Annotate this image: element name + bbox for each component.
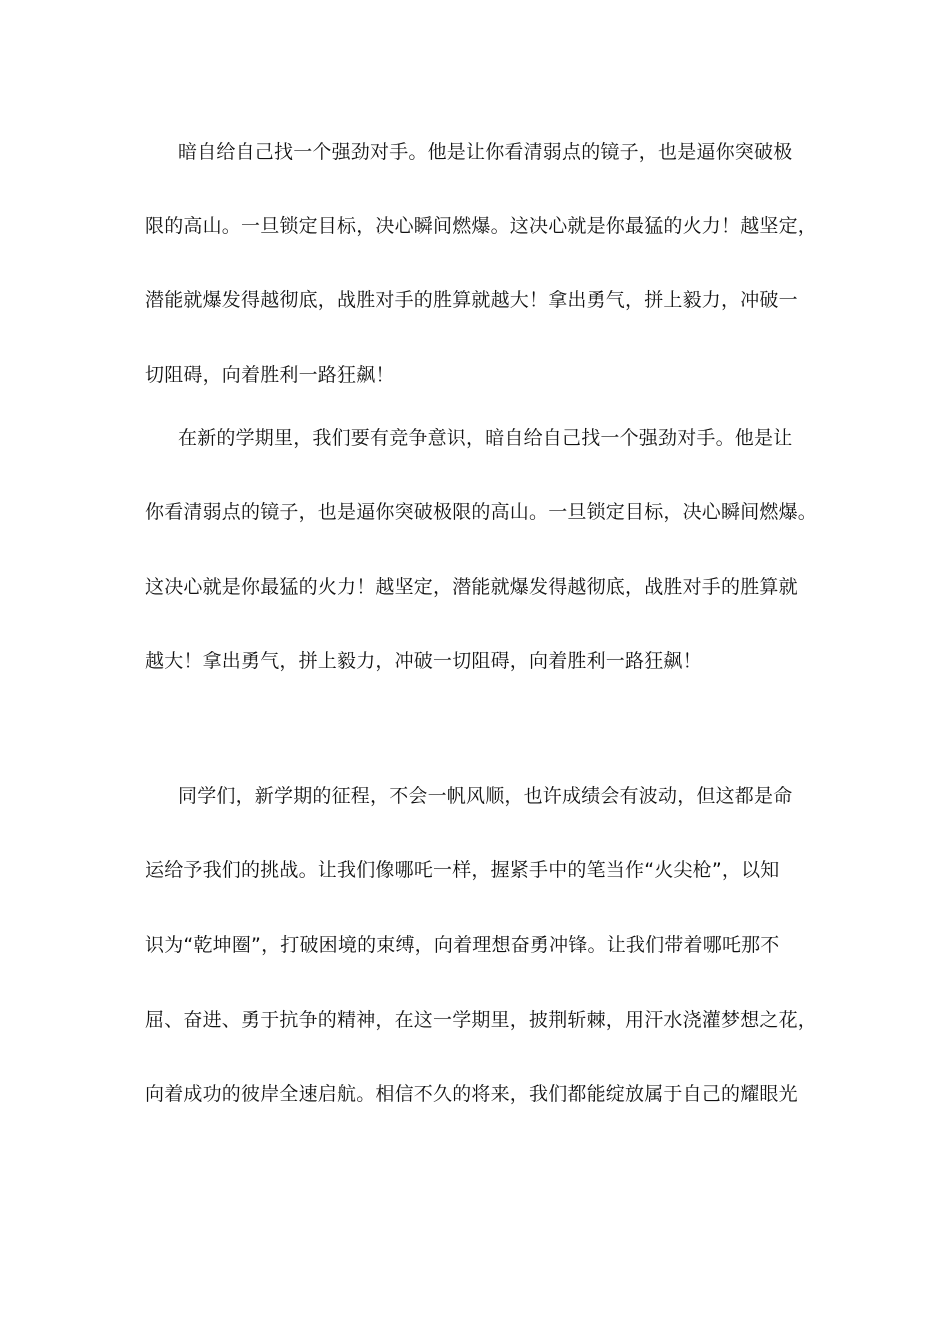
paragraph-line: 同学们，新学期的征程，不会一帆风顺，也许成绩会有波动，但这都是命 bbox=[178, 785, 793, 807]
paragraph-line: 屈、奋进、勇于抗争的精神，在这一学期里，披荆斩棘，用汗水浇灌梦想之花， bbox=[145, 1009, 818, 1031]
paragraph-line: 暗自给自己找一个强劲对手。他是让你看清弱点的镜子，也是逼你突破极 bbox=[178, 141, 793, 163]
paragraph-line: 你看清弱点的镜子，也是逼你突破极限的高山。一旦锁定目标，决心瞬间燃爆。 bbox=[145, 501, 818, 523]
paragraph-line: 在新的学期里，我们要有竞争意识，暗自给自己找一个强劲对手。他是让 bbox=[178, 427, 793, 449]
paragraph-line: 潜能就爆发得越彻底，战胜对手的胜算就越大！拿出勇气，拼上毅力，冲破一 bbox=[145, 289, 798, 311]
paragraph-line: 切阻碍，向着胜利一路狂飙！ bbox=[145, 364, 395, 386]
paragraph-line: 识为“乾坤圈”，打破困境的束缚，向着理想奋勇冲锋。让我们带着哪吒那不 bbox=[145, 934, 780, 956]
paragraph-line: 这决心就是你最猛的火力！越坚定，潜能就爆发得越彻底，战胜对手的胜算就 bbox=[145, 576, 798, 598]
paragraph-line: 运给予我们的挑战。让我们像哪吒一样，握紧手中的笔当作“火尖枪”，以知 bbox=[145, 859, 780, 881]
paragraph-line: 向着成功的彼岸全速启航。相信不久的将来，我们都能绽放属于自己的耀眼光 bbox=[145, 1083, 798, 1105]
paragraph-line: 限的高山。一旦锁定目标，决心瞬间燃爆。这决心就是你最猛的火力！越坚定， bbox=[145, 215, 818, 237]
paragraph-line: 越大！拿出勇气，拼上毅力，冲破一切阻碍，向着胜利一路狂飙！ bbox=[145, 650, 702, 672]
